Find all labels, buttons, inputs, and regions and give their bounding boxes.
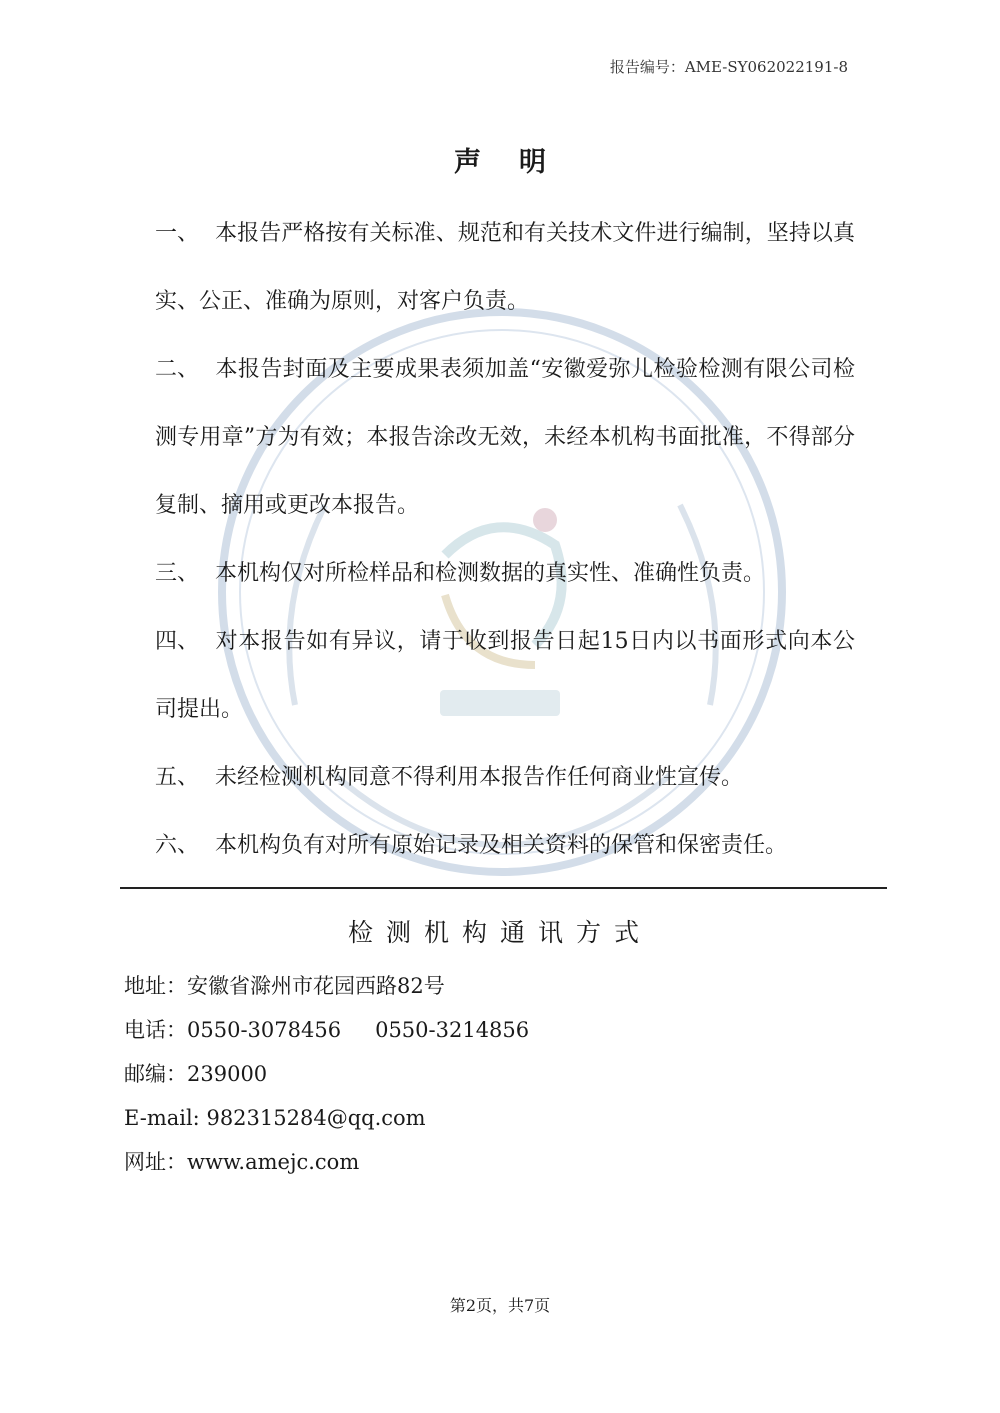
clause-6 [155, 812, 855, 880]
contact-title: 检测机构通讯方式 [347, 918, 652, 947]
clause-2 [155, 336, 855, 540]
address-row [124, 964, 529, 1008]
declaration-clauses [155, 200, 855, 880]
page-footer: 第2页，共7页 [449, 1296, 551, 1315]
address-value: 安徽省滁州市花园西路82号 [187, 974, 445, 998]
clause-text: 未经检测机构同意不得利用本报告作任何商业性宣传。 [215, 765, 744, 790]
clause-text: 对本报告如有异议，请于收到报告日起15日内以书面形式向本公司提出。 [155, 629, 855, 722]
contact-info [124, 964, 529, 1184]
phone-1: 0550-3078456 [187, 1018, 342, 1042]
clause-number: 三、 [155, 561, 200, 586]
clause-4 [155, 608, 855, 744]
section-divider [120, 887, 887, 889]
clause-number: 二、 [155, 357, 200, 382]
clause-1 [155, 200, 855, 336]
page-title: 声明 [454, 147, 584, 179]
clause-number: 五、 [155, 765, 200, 790]
clause-text: 本机构负有对所有原始记录及相关资料的保管和保密责任。 [215, 833, 788, 858]
clause-text: 本机构仅对所检样品和检测数据的真实性、准确性负责。 [215, 561, 766, 586]
address-label: 地址： [124, 974, 187, 998]
website-row [124, 1140, 529, 1184]
phone-2: 0550-3214856 [375, 1018, 530, 1042]
clause-number: 一、 [155, 221, 200, 246]
email-row [124, 1096, 529, 1140]
clause-text: 本报告严格按有关标准、规范和有关技术文件进行编制，坚持以真实、公正、准确为原则，对客户负责。 [155, 221, 855, 314]
clause-number: 六、 [155, 833, 200, 858]
clause-number: 四、 [155, 629, 200, 654]
email-label: E-mail: [124, 1106, 200, 1130]
postcode-value: 239000 [187, 1062, 268, 1086]
website-link[interactable]: www.amejc.com [187, 1150, 360, 1174]
email-link[interactable]: 982315284@qq.com [206, 1106, 426, 1130]
website-label: 网址： [124, 1150, 187, 1174]
clause-text: 本报告封面及主要成果表须加盖“安徽爱弥儿检验检测有限公司检测专用章”方为有效；本报告涂改无效，未经本机构书面批准，不得部分复制、摘用或更改本报告。 [155, 357, 855, 518]
postcode-row [124, 1052, 529, 1096]
clause-5 [155, 744, 855, 812]
phone-row [124, 1008, 529, 1052]
phone-label: 电话： [124, 1018, 187, 1042]
report-number: 报告编号：AME-SY062022191-8 [609, 58, 848, 76]
clause-3 [155, 540, 855, 608]
postcode-label: 邮编： [124, 1062, 187, 1086]
